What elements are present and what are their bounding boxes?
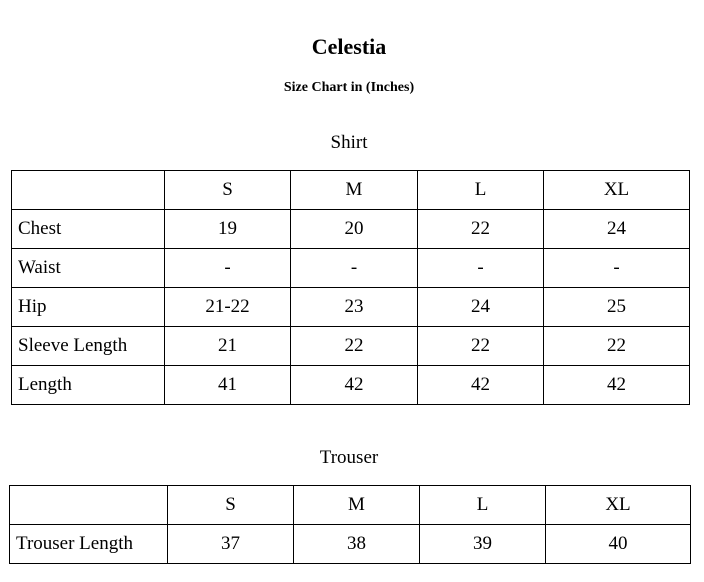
row-label: Length <box>12 366 165 405</box>
table-row <box>12 327 690 366</box>
row-label: Sleeve Length <box>12 327 165 366</box>
shirt-section-heading: Shirt <box>330 132 368 153</box>
table-header-cell: M <box>294 486 420 525</box>
page-title: Celestia <box>311 34 387 59</box>
table-cell: 42 <box>291 366 418 405</box>
table-cell: 22 <box>418 327 544 366</box>
table-row <box>12 210 690 249</box>
row-label: Trouser Length <box>10 525 168 564</box>
table-header-cell: S <box>165 171 291 210</box>
table-header-cell: XL <box>546 486 691 525</box>
table-header-cell: S <box>168 486 294 525</box>
table-cell: 21-22 <box>165 288 291 327</box>
shirt-size-table <box>11 170 690 405</box>
table-row <box>12 249 690 288</box>
row-label: Chest <box>12 210 165 249</box>
table-cell: 22 <box>544 327 690 366</box>
table-cell: 22 <box>418 210 544 249</box>
table-header-cell <box>10 486 168 525</box>
table-header-cell: M <box>291 171 418 210</box>
table-row <box>10 525 691 564</box>
table-cell: 40 <box>546 525 691 564</box>
table-header-cell: L <box>420 486 546 525</box>
table-cell: 37 <box>168 525 294 564</box>
table-cell: 42 <box>544 366 690 405</box>
table-cell: 23 <box>291 288 418 327</box>
table-cell: 41 <box>165 366 291 405</box>
table-cell: 39 <box>420 525 546 564</box>
table-cell: 42 <box>418 366 544 405</box>
table-header-cell: XL <box>544 171 690 210</box>
page-subtitle: Size Chart in (Inches) <box>283 80 415 95</box>
table-header-cell: L <box>418 171 544 210</box>
table-header-cell <box>12 171 165 210</box>
table-cell: - <box>165 249 291 288</box>
table-cell: 38 <box>294 525 420 564</box>
trouser-size-table <box>9 485 691 564</box>
table-cell: 20 <box>291 210 418 249</box>
row-label: Hip <box>12 288 165 327</box>
table-cell: 25 <box>544 288 690 327</box>
row-label: Waist <box>12 249 165 288</box>
table-cell: 21 <box>165 327 291 366</box>
trouser-section-heading: Trouser <box>319 447 379 468</box>
table-cell: - <box>418 249 544 288</box>
table-cell: 22 <box>291 327 418 366</box>
table-header-row <box>12 171 690 210</box>
table-header-row <box>10 486 691 525</box>
table-cell: - <box>291 249 418 288</box>
table-row <box>12 366 690 405</box>
table-cell: - <box>544 249 690 288</box>
table-cell: 24 <box>418 288 544 327</box>
table-cell: 19 <box>165 210 291 249</box>
table-cell: 24 <box>544 210 690 249</box>
table-row <box>12 288 690 327</box>
